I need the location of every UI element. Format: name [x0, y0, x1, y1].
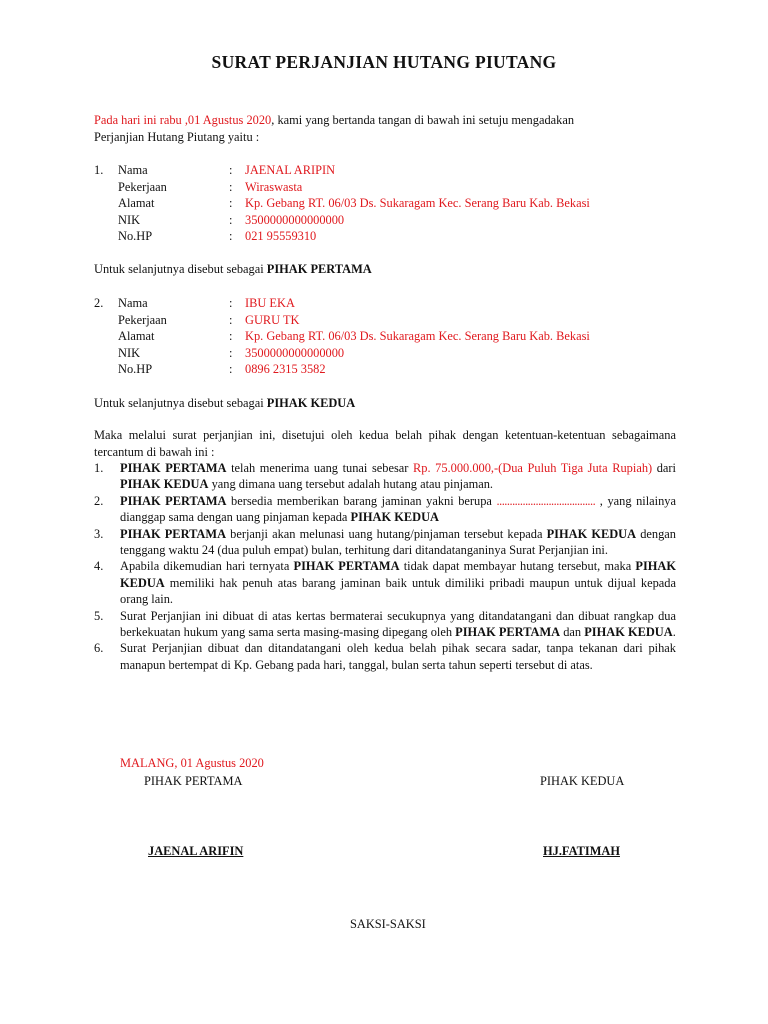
party-second-phone: 0896 2315 3582 — [245, 362, 326, 376]
signature-label-second: PIHAK KEDUA — [540, 774, 625, 788]
party-first-phone: 021 95559310 — [245, 229, 317, 243]
party-second-job: GURU TK — [245, 312, 300, 327]
clauses-list — [94, 460, 676, 673]
party-second-designation: Untuk selanjutnya disebut sebagai PIHAK KEDUA — [94, 396, 356, 410]
party-first-job: Wiraswasta — [245, 179, 303, 194]
label-job: Pekerjaan — [118, 312, 167, 327]
opening-date: Pada hari ini rabu ,01 Agustus 2020 — [94, 113, 272, 127]
party-first-name: JAENAL ARIPIN — [245, 163, 336, 177]
collateral-blank: ...................................... — [496, 493, 596, 508]
signature-place-date: MALANG, 01 Agustus 2020 — [120, 756, 264, 770]
label-colon: : — [229, 163, 233, 177]
clause-6: 6. Surat Perjanjian dibuat dan ditandatangani oleh kedua belah pihak secara sadar, tanpa tekanan dari pihak manapun bertempat di Kp. Gebang pada hari, tanggal, bulan serta tahun seperti tersebut di atas. — [94, 641, 676, 672]
party-number: 2. — [94, 296, 104, 310]
clause-2: 2. PIHAK PERTAMA bersedia memberikan barang jaminan yakni berupa ...................................... , yang nilainya dianggap sama dengan uang pinjaman kepada PIHAK KEDUA — [94, 493, 677, 525]
party-second-name: IBU EKA — [245, 296, 295, 310]
label-colon: : — [229, 179, 233, 194]
clause-1: 1. PIHAK PERTAMA telah menerima uang tunai sebesar Rp. 75.000.000,-(Dua Puluh Tiga Juta Rupiah) dari PIHAK KEDUA yang dimana uang tersebut adalah hutang atau pinjaman. — [94, 461, 676, 492]
label-address: Alamat — [118, 196, 155, 210]
party-first-nik: 3500000000000000 — [245, 212, 345, 227]
party-number: 1. — [94, 163, 104, 177]
party-first-designation: Untuk selanjutnya disebut sebagai PIHAK PERTAMA — [94, 262, 372, 276]
opening-line-1 — [94, 113, 574, 128]
terms-intro: Maka melalui surat perjanjian ini, disetujui oleh kedua belah pihak dengan ketentuan-ketentuan sebagaimana tercantum di bawah ini : — [94, 428, 676, 459]
party-second-nik: 3500000000000000 — [245, 345, 345, 360]
signature-label-first: PIHAK PERTAMA — [144, 774, 243, 788]
label-nik: NIK — [118, 345, 141, 360]
loan-amount: Rp. 75.000.000,-(Dua Puluh Tiga Juta Rupiah) — [413, 461, 653, 475]
label-name: Nama — [118, 163, 148, 177]
label-colon: : — [229, 329, 233, 343]
witnesses-heading: SAKSI-SAKSI — [350, 917, 426, 931]
label-colon: : — [229, 296, 233, 310]
label-colon: : — [229, 229, 233, 243]
party-second-address: Kp. Gebang RT. 06/03 Ds. Sukaragam Kec. Serang Baru Kab. Bekasi — [245, 329, 590, 343]
opening-text: , kami yang bertanda tangan di bawah ini setuju mengadakan — [271, 113, 575, 127]
label-name: Nama — [118, 296, 148, 310]
signature-name-first: JAENAL ARIFIN — [148, 844, 244, 858]
opening-line-2: Perjanjian Hutang Piutang yaitu : — [94, 130, 260, 144]
label-colon: : — [229, 212, 233, 227]
label-colon: : — [229, 196, 233, 210]
clause-5: 5. Surat Perjanjian ini dibuat di atas kertas bermaterai secukupnya yang ditandatangani dan dibuat rangkap dua berkekuatan hukum yang sama serta masing-masing dipegang oleh PIHAK PERTAMA dan PIHAK KEDUA. — [94, 608, 676, 640]
clause-4: 4. Apabila dikemudian hari ternyata PIHAK PERTAMA tidak dapat membayar hutang tersebut, maka PIHAK KEDUA memiliki hak penuh atas barang jaminan baik untuk dimiliki pribadi maupun untuk dijual kepada orang lain. — [94, 559, 676, 607]
label-address: Alamat — [118, 329, 155, 343]
document-title: SURAT PERJANJIAN HUTANG PIUTANG — [211, 52, 557, 72]
label-phone: No.HP — [118, 229, 153, 243]
signature-name-second: HJ.FATIMAH — [543, 844, 620, 858]
label-colon: : — [229, 345, 233, 360]
label-colon: : — [229, 362, 233, 376]
label-colon: : — [229, 312, 233, 327]
label-job: Pekerjaan — [118, 179, 167, 194]
party-first-address: Kp. Gebang RT. 06/03 Ds. Sukaragam Kec. Serang Baru Kab. Bekasi — [245, 196, 590, 210]
label-phone: No.HP — [118, 362, 153, 376]
clause-3: 3. PIHAK PERTAMA berjanji akan melunasi uang hutang/pinjaman tersebut kepada PIHAK KEDUA dengan tenggang waktu 24 (dua puluh empat) bulan, terhitung dari ditandatanganinya Surat Perjanjian ini. — [94, 526, 676, 558]
label-nik: NIK — [118, 212, 141, 227]
